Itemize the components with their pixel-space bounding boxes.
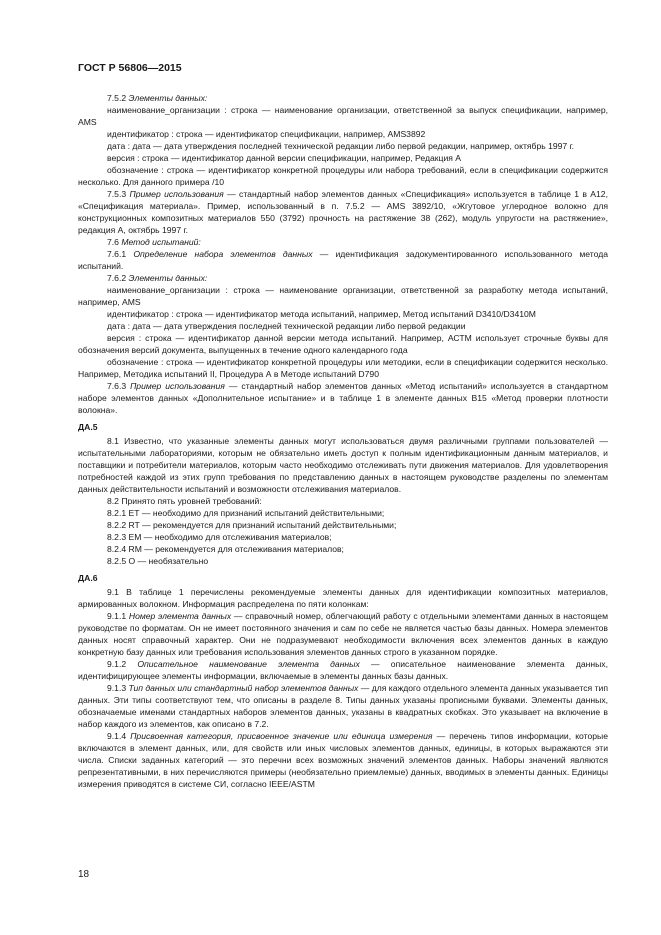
paragraph xyxy=(78,519,608,531)
clause-number: 7.6.3 xyxy=(107,381,131,391)
clause-number: 7.6.2 xyxy=(107,273,129,283)
paragraph xyxy=(78,128,608,140)
paragraph xyxy=(78,236,608,248)
paragraph-text: 8.2 Принято пять уровней требований: xyxy=(107,496,262,506)
paragraph xyxy=(78,435,608,495)
paragraph-text: 8.2.4 RM — рекомендуется для отслеживания материалов; xyxy=(107,544,344,554)
clause-title: Номер элемента данных xyxy=(128,611,232,621)
clause-title: Определение набора элементов данных xyxy=(133,249,313,259)
paragraph-text: — стандартный набор элементов данных «Метод испытаний» используется в стандартном наборе элементов данных «Дополнительное испытание» и в таблице 1 в элементе данных В15 «Метод проверки плотности волокна». xyxy=(78,381,608,415)
paragraph-text: 8.2.3 ЕМ — необходимо для отслеживания материалов; xyxy=(107,532,332,542)
paragraph-text: идентификатор : строка — идентификатор спецификации, например, AMS3892 xyxy=(107,129,426,139)
paragraph-text: ДА.6 xyxy=(78,573,98,583)
paragraph xyxy=(78,380,608,416)
paragraph-text: наименование_организации : строка — наименование организации, ответственной за выпуск спецификации, например, AMS xyxy=(78,105,608,127)
paragraph-text: — идентификация задокументированного использованного метода испытаний. xyxy=(78,249,608,271)
paragraph-text: — справочный номер, облегчающий работу с отдельными элементами данных в настоящем руководстве по форматам. Он не имеет постоянного значения и сам по себе не является частью базы данных. Номера элементов данных носят справочный характер. Они не подразумевают необходимости включения всех элементов данных в каждую конкретную базу данных или требования использования элементов данных строго в указанном порядке. xyxy=(78,611,608,657)
paragraph xyxy=(78,682,608,730)
clause-number: 9.1.4 xyxy=(107,731,131,741)
clause-title: Пример использования xyxy=(129,189,224,199)
paragraph xyxy=(78,495,608,507)
paragraph xyxy=(78,188,608,236)
clause-number: 7.5.2 xyxy=(107,93,129,103)
paragraph-text: 9.1 В таблице 1 перечислены рекомендуемые элементы данных для идентификации композитных материалов, армированных волокном. Информация распределена по пяти колонкам: xyxy=(78,587,608,609)
paragraph xyxy=(78,610,608,658)
section-heading xyxy=(78,572,608,584)
paragraph xyxy=(78,320,608,332)
paragraph-text: 8.1 Известно, что указанные элементы данных могут использоваться двумя различными группами пользователей — испытательными лабораториями, которым не обязательно иметь доступ к полным идентификационным данным материалов, и поставщики и потребители материалов, которым часто необходимо отслеживать пути движения материалов. Для удовлетворения потребностей каждой из этих групп требования по представлению данных в настоящем руководстве разделены по элементам данных действительности испытаний и возможности отслеживания материалов. xyxy=(78,436,608,494)
paragraph-text: 8.2.2 RT — рекомендуется для признаний испытаний действительными; xyxy=(107,520,397,530)
paragraph xyxy=(78,332,608,356)
paragraph xyxy=(78,164,608,188)
clause-title: Описательное наименование элемента данных xyxy=(137,659,360,669)
clause-number: 7.6.1 xyxy=(107,249,134,259)
paragraph xyxy=(78,730,608,790)
clause-title: Присвоенная категория, присвоенное значение или единица измерения xyxy=(130,731,433,741)
clause-number: 9.1.1 xyxy=(107,611,129,621)
clause-number: 9.1.2 xyxy=(107,659,138,669)
paragraph xyxy=(78,92,608,104)
clause-number: 9.1.3 xyxy=(107,683,129,693)
document-header: ГОСТ Р 56806—2015 xyxy=(78,62,182,74)
paragraph-text: 8.2.5 О — необязательно xyxy=(107,556,209,566)
paragraph-text: — стандартный набор элементов данных «Спецификация» используется в таблице 1 в А12, «Спецификация материала». Пример, использованный в п. 7.5.2 — AMS 3892/10, «Жгутовое углеродное волокно для конструкционных композитных материалов 550 (3792) прочность на растяжение 38 (262), модуль упругости на растяжение», редакция А, октябрь 1997 г. xyxy=(78,189,608,235)
paragraph xyxy=(78,658,608,682)
paragraph xyxy=(78,152,608,164)
paragraph-text: обозначение : строка — идентификатор конкретной процедуры или методики, если в спецификации содержится несколько. Например, Методика испытаний II, Процедура А в Методе испытаний D790 xyxy=(78,357,608,379)
document-body xyxy=(78,92,608,790)
paragraph-text: дата : дата — дата утверждения последней технической редакции либо первой редакции xyxy=(107,321,466,331)
clause-title: Тип данных или стандартный набор элементов данных xyxy=(128,683,359,693)
paragraph xyxy=(78,272,608,284)
paragraph xyxy=(78,543,608,555)
paragraph xyxy=(78,248,608,272)
paragraph-text: версия : строка — идентификатор данной версии метода испытаний. Например, АСТМ использует строчные буквы для обозначения версий документа, выпущенных в течение одного календарного года xyxy=(78,333,608,355)
paragraph xyxy=(78,507,608,519)
paragraph-text: дата : дата — дата утверждения последней технической редакции либо первой редакции, например, октябрь 1997 г. xyxy=(107,141,575,151)
clause-title: Пример использования xyxy=(130,381,225,391)
paragraph xyxy=(78,284,608,308)
paragraph-text: версия : строка — идентификатор данной версии спецификации, например, Редакция А xyxy=(107,153,462,163)
clause-number: 7.5.3 xyxy=(107,189,130,199)
paragraph xyxy=(78,586,608,610)
clause-title: Метод испытаний: xyxy=(121,237,201,247)
clause-title: Элементы данных: xyxy=(128,93,208,103)
paragraph xyxy=(78,308,608,320)
paragraph-text: 8.2.1 ЕТ — необходимо для признаний испытаний действительными; xyxy=(107,508,385,518)
section-heading xyxy=(78,421,608,433)
paragraph-text: наименование_организации : строка — наименование организации, ответственной за разработку метода испытаний, например, AMS xyxy=(78,285,608,307)
paragraph xyxy=(78,104,608,128)
page-number: 18 xyxy=(78,869,90,880)
paragraph-text: идентификатор : строка — идентификатор метода испытаний, например, Метод испытаний D3410/D3410M xyxy=(107,309,536,319)
paragraph-text: — описательное наименование элемента данных, идентифицирующее элементы информации, включаемые в элементы данных базы данных. xyxy=(78,659,608,681)
paragraph xyxy=(78,531,608,543)
clause-number: 7.6 xyxy=(107,237,122,247)
clause-title: Элементы данных: xyxy=(128,273,208,283)
paragraph-text: — перечень типов информации, которые включаются в элемент данных, или, для свойств или иных числовых элементов данных, единицы, в которых выражаются эти числа. Списки заданных категорий — это перечни всех возможных значений элементов данных. Наборы значений являются репрезентативными, в них перечисляются примеры (необязательно приемлемые) данных, вводимых в элементы данных. Единицы измерения приводятся в системе СИ, согласно IEEE/ASTM xyxy=(78,731,609,789)
paragraph-text: — для каждого отдельного элемента данных указывается тип данных. Эти типы соответствуют тем, что описаны в разделе 8. Типы данных указаны прописными буквами. Элементы данных, обозначаемые именами стандартных наборов элементов данных, указаны в квадратных скобках. Это указывает на включение в набор каждого из элементов, как описано в 7.2. xyxy=(78,683,608,729)
paragraph xyxy=(78,356,608,380)
paragraph xyxy=(78,140,608,152)
paragraph-text: ДА.5 xyxy=(78,422,98,432)
paragraph-text: обозначение : строка — идентификатор конкретной процедуры или набора требований, если в спецификации содержится несколько. Для данного примера /10 xyxy=(78,165,608,187)
paragraph xyxy=(78,555,608,567)
